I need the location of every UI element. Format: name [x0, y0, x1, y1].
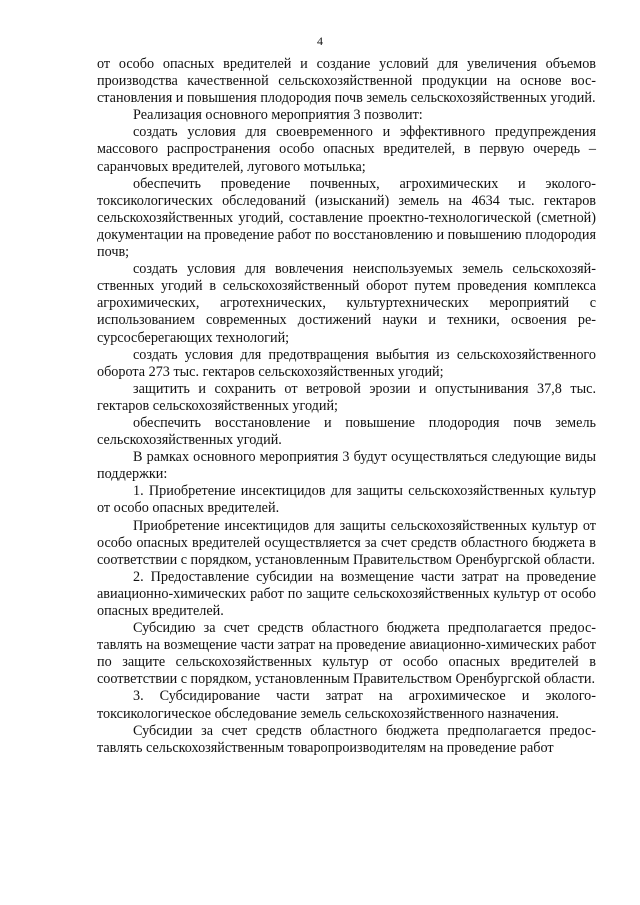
paragraph-continuation: от особо опасных вредителей и создание условий для увеличения объемов производства качественной сельскохозяйственной продукции на основе восстановления и повышения плодородия почв земель сельскохозяйственных угодий.: [97, 56, 596, 107]
paragraph: Субсидию за счет средств областного бюджета предполагается предоставлять на возмещение части затрат на проведение авиационно-химических работ по защите сельскохозяйственных культур от особо опасных вредителей в соответствии с порядком, установленным Правительством Оренбургской области.: [97, 620, 596, 688]
paragraph-intro: Реализация основного мероприятия 3 позволит:: [133, 107, 423, 124]
paragraph-numbered-3: 3. Субсидирование части затрат на агрохимическое и эколого-токсикологическое обследование земель сельскохозяйственного назначения.: [97, 688, 596, 722]
paragraph-numbered-2: 2. Предоставление субсидии на возмещение части затрат на проведение авиационно-химических работ по защите сельскохозяйственных культур от особо опасных вредителей.: [97, 568, 596, 619]
page-number: 4: [317, 34, 323, 48]
paragraph-item: создать условия для вовлечения неиспользуемых земель сельскохозяйственных угодий в сельскохозяйственный оборот путем проведения комплекса агрохимических, агротехнических, культуртехнических мероприятий с использованием современных достижений науки и техники, освоения ресурсосберегающих технологий;: [97, 261, 596, 346]
paragraph-support-intro: В рамках основного мероприятия 3 будут осуществляться следующие виды поддержки:: [97, 449, 596, 483]
paragraph: Субсидии за счет средств областного бюджета предполагается предоставлять сельскохозяйственным товаропроизводителям на проведение работ: [97, 722, 596, 756]
paragraph-item: создать условия для предотвращения выбытия из сельскохозяйственного оборота 273 тыс. гектаров сельскохозяйственных угодий;: [97, 346, 596, 380]
paragraph-item: создать условия для своевременного и эффективного предупреждения массового распространения особо опасных вредителей, в первую очередь – саранчовых вредителей, лугового мотылька;: [97, 124, 596, 175]
paragraph-item: защитить и сохранить от ветровой эрозии и опустынивания 37,8 тыс. гектаров сельскохозяйственных угодий;: [97, 380, 596, 414]
paragraph-numbered-1: 1. Приобретение инсектицидов для защиты сельскохозяйственных культур от особо опасных вредителей.: [97, 483, 596, 517]
paragraph-item: обеспечить восстановление и повышение плодородия почв земель сельскохозяйственных угодий.: [97, 414, 596, 449]
paragraph-item: обеспечить проведение почвенных, агрохимических и эколого-токсикологических обследований (изысканий) земель на 4634 тыс. гектаров сельскохозяйственных угодий, составление проектно-технологической (сметной) документации на проведение работ по восстановлению и повышению плодородия почв;: [97, 175, 596, 261]
paragraph: Приобретение инсектицидов для защиты сельскохозяйственных культур от особо опасных вредителей осуществляется за счет средств областного бюджета в соответствии с порядком, установленным Правительством Оренбургской области.: [97, 517, 596, 568]
document-body: [97, 56, 596, 757]
